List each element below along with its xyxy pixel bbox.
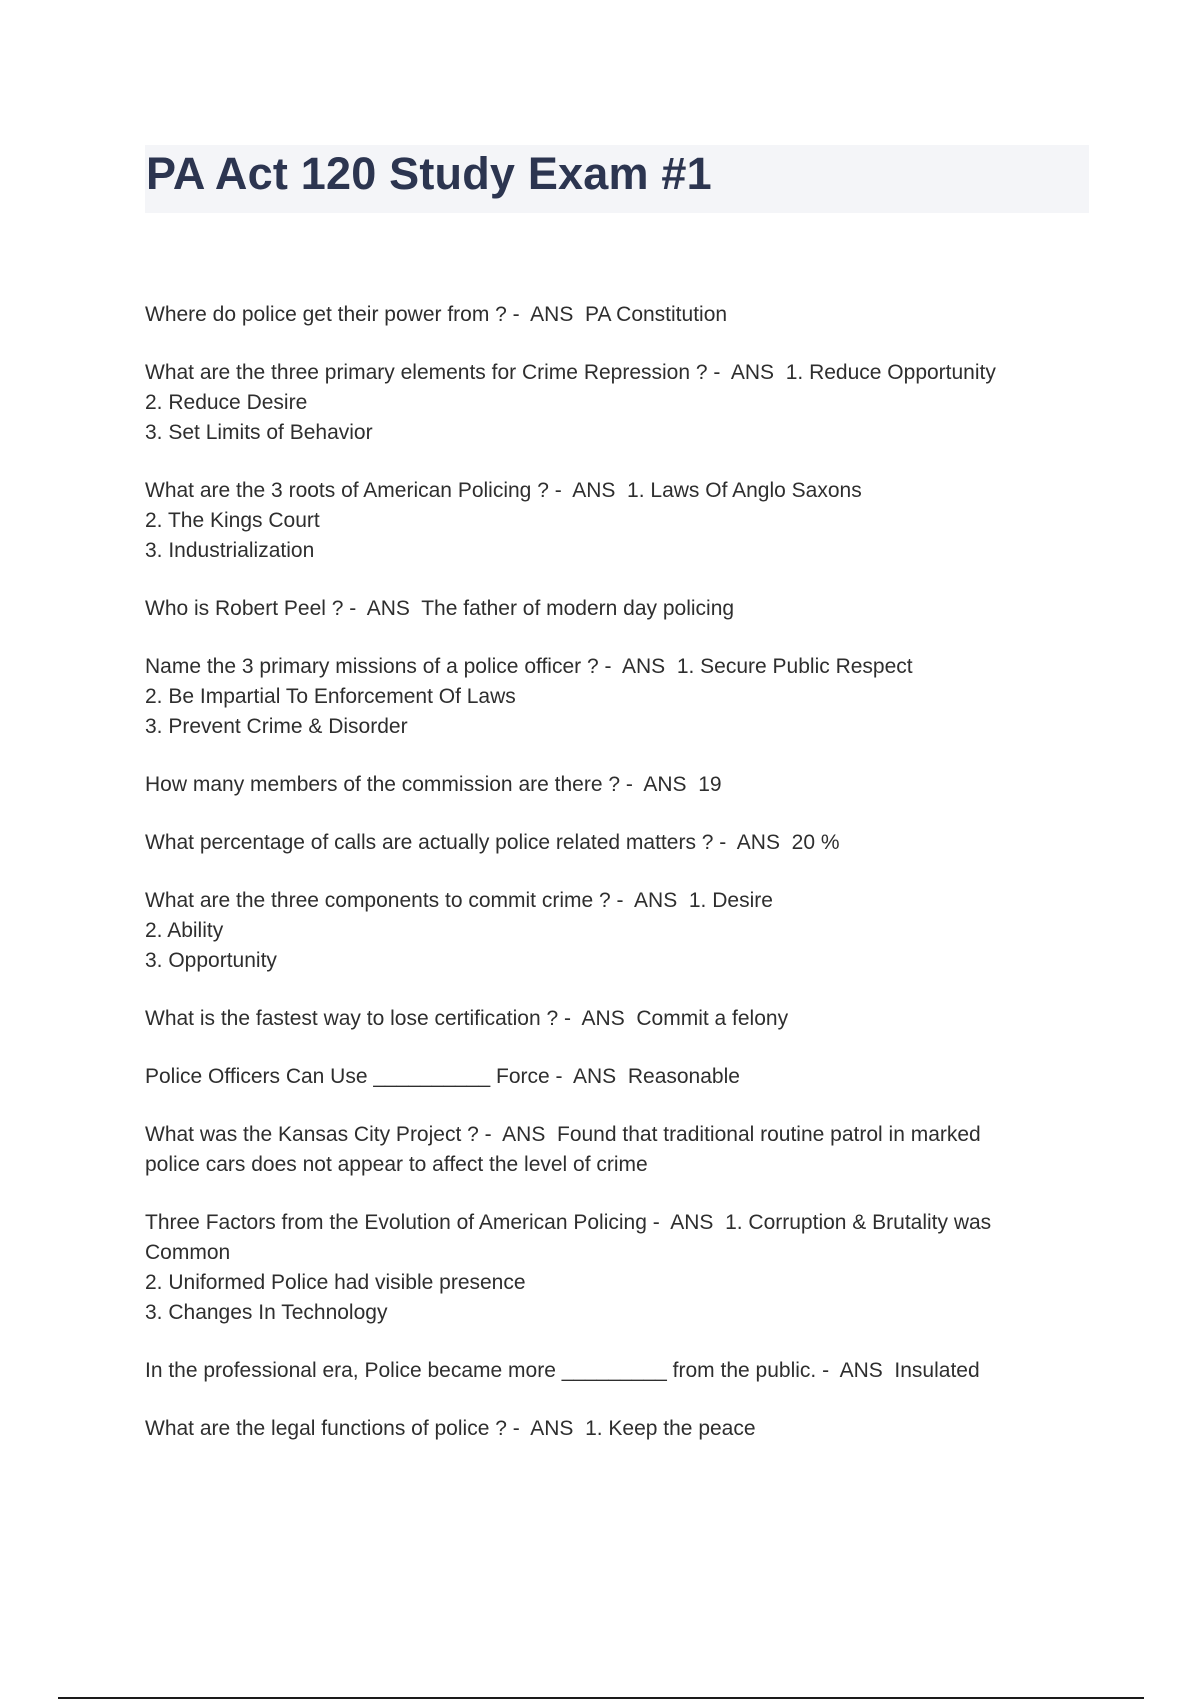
qa-line: What are the legal functions of police ? - ANS 1. Keep the peace	[145, 1417, 756, 1440]
qa-line: 2. Reduce Desire	[145, 391, 308, 414]
qa-line: 3. Industrialization	[145, 539, 315, 562]
footer-divider	[58, 1697, 1144, 1699]
qa-line: What are the 3 roots of American Policing ? - ANS 1. Laws Of Anglo Saxons	[145, 479, 862, 502]
qa-item	[145, 770, 1075, 800]
qa-line: 3. Prevent Crime & Disorder	[145, 715, 408, 738]
qa-line: In the professional era, Police became more _________ from the public. - ANS Insulated	[145, 1359, 980, 1382]
qa-line: What is the fastest way to lose certification ? - ANS Commit a felony	[145, 1007, 789, 1030]
qa-line: Three Factors from the Evolution of American Policing - ANS 1. Corruption & Brutality was	[145, 1211, 992, 1234]
qa-line: Police Officers Can Use __________ Force - ANS Reasonable	[145, 1065, 740, 1088]
qa-item	[145, 476, 1075, 566]
qa-line: What was the Kansas City Project ? - ANS Found that traditional routine patrol in marked	[145, 1123, 981, 1146]
qa-line: Where do police get their power from ? - ANS PA Constitution	[145, 303, 728, 326]
qa-line: Who is Robert Peel ? - ANS The father of modern day policing	[145, 597, 735, 620]
qa-item	[145, 1414, 1075, 1444]
qa-line: What percentage of calls are actually police related matters ? - ANS 20 %	[145, 831, 840, 854]
qa-list	[145, 300, 1075, 1472]
qa-item	[145, 594, 1075, 624]
qa-item	[145, 1356, 1075, 1386]
qa-line: 2. Ability	[145, 919, 224, 942]
qa-item	[145, 1208, 1075, 1328]
qa-line: 3. Set Limits of Behavior	[145, 421, 373, 444]
qa-line: What are the three components to commit crime ? - ANS 1. Desire	[145, 889, 773, 912]
page-title: PA Act 120 Study Exam #1	[146, 148, 712, 199]
qa-line: 2. Uniformed Police had visible presence	[145, 1271, 526, 1294]
qa-line: 2. Be Impartial To Enforcement Of Laws	[145, 685, 516, 708]
qa-line: 3. Changes In Technology	[145, 1301, 388, 1324]
qa-line: 2. The Kings Court	[145, 509, 320, 532]
qa-line: police cars does not appear to affect the level of crime	[145, 1153, 648, 1176]
qa-item	[145, 1004, 1075, 1034]
qa-item	[145, 1062, 1075, 1092]
qa-item	[145, 652, 1075, 742]
qa-item	[145, 1120, 1075, 1180]
qa-line: How many members of the commission are there ? - ANS 19	[145, 773, 722, 796]
qa-item	[145, 300, 1075, 330]
qa-line: 3. Opportunity	[145, 949, 277, 972]
qa-item	[145, 886, 1075, 976]
qa-line: Name the 3 primary missions of a police officer ? - ANS 1. Secure Public Respect	[145, 655, 913, 678]
qa-line: What are the three primary elements for Crime Repression ? - ANS 1. Reduce Opportunity	[145, 361, 996, 384]
qa-item	[145, 828, 1075, 858]
qa-line: Common	[145, 1241, 231, 1264]
qa-item	[145, 358, 1075, 448]
